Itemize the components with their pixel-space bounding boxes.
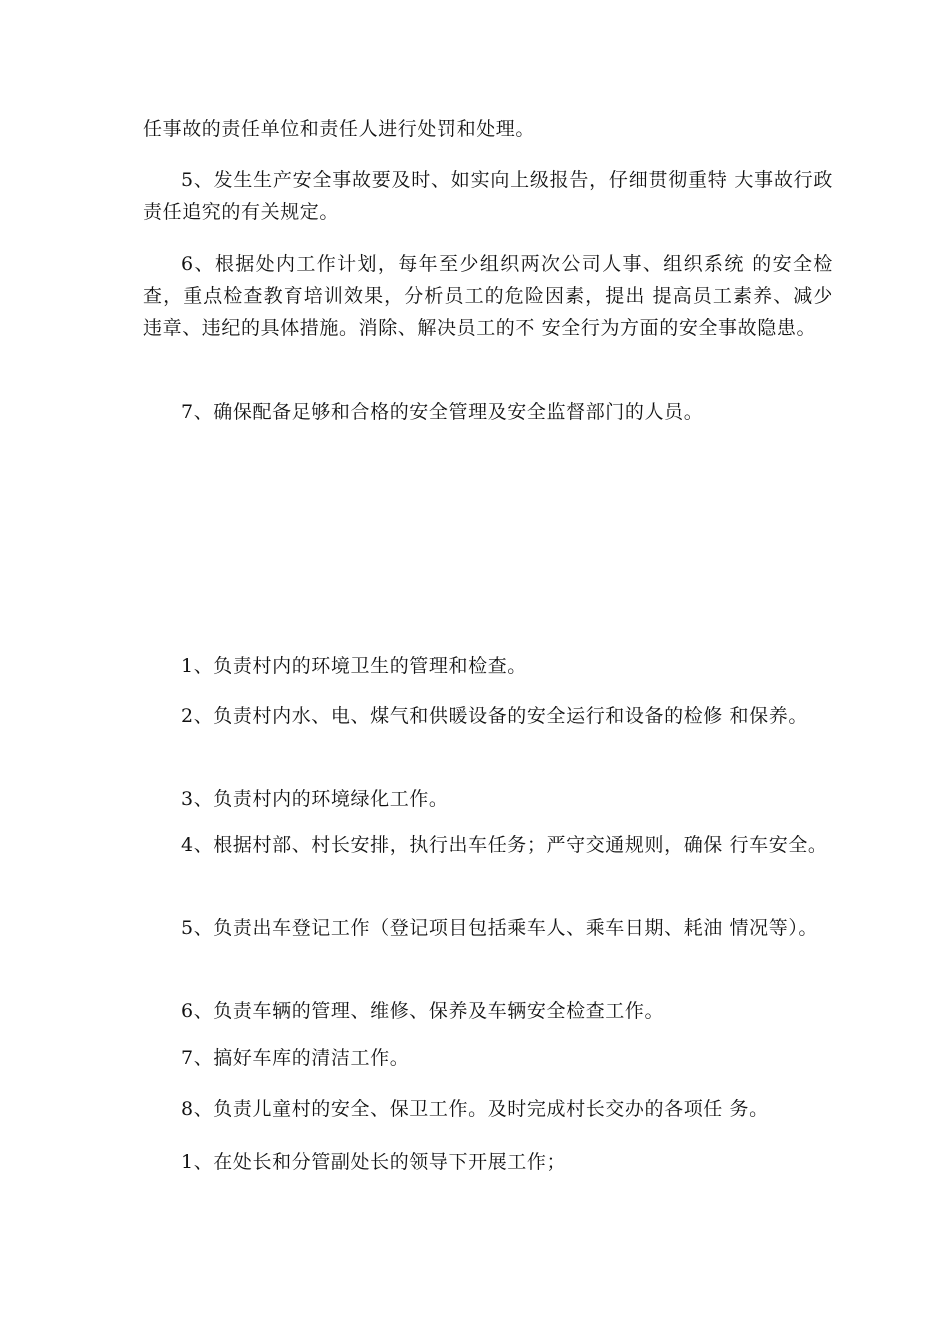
paragraph-village-4: 4、根据村部、村长安排，执行出车任务；严守交通规则，确保 行车安全。 <box>181 834 828 856</box>
paragraph-village-1: 1、负责村内的环境卫生的管理和检查。 <box>181 655 527 677</box>
paragraph-village-5: 5、负责出车登记工作（登记项目包括乘车人、乘车日期、耗油 情况等）。 <box>181 917 819 939</box>
paragraph-village-6: 6、负责车辆的管理、维修、保养及车辆安全检查工作。 <box>181 1000 665 1022</box>
paragraph-village-3: 3、负责村内的环境绿化工作。 <box>181 788 449 810</box>
paragraph-item-6: 6、根据处内工作计划，每年至少组织两次公司人事、组织系统 的安全检查，重点检查教育培训效果，分析员工的危险因素，提出 提高员工素养、减少违章、违纪的具体措施。消除、解决员工的不 安全行为方面的安全事故隐患。 <box>143 253 833 339</box>
paragraph-village-8: 8、负责儿童村的安全、保卫工作。及时完成村长交办的各项任 务。 <box>181 1098 769 1120</box>
paragraph-continuation: 任事故的责任单位和责任人进行处罚和处理。 <box>143 118 536 140</box>
paragraph-village-2: 2、负责村内水、电、煤气和供暖设备的安全运行和设备的检修 和保养。 <box>181 705 808 727</box>
paragraph-village-7: 7、搞好车库的清洁工作。 <box>181 1047 410 1069</box>
paragraph-item-5: 5、发生生产安全事故要及时、如实向上级报告，仔细贯彻重特 大事故行政责任追究的有关规定。 <box>143 169 833 223</box>
paragraph-duty-1: 1、在处长和分管副处长的领导下开展工作； <box>181 1151 567 1173</box>
paragraph-item-7: 7、确保配备足够和合格的安全管理及安全监督部门的人员。 <box>181 401 704 423</box>
